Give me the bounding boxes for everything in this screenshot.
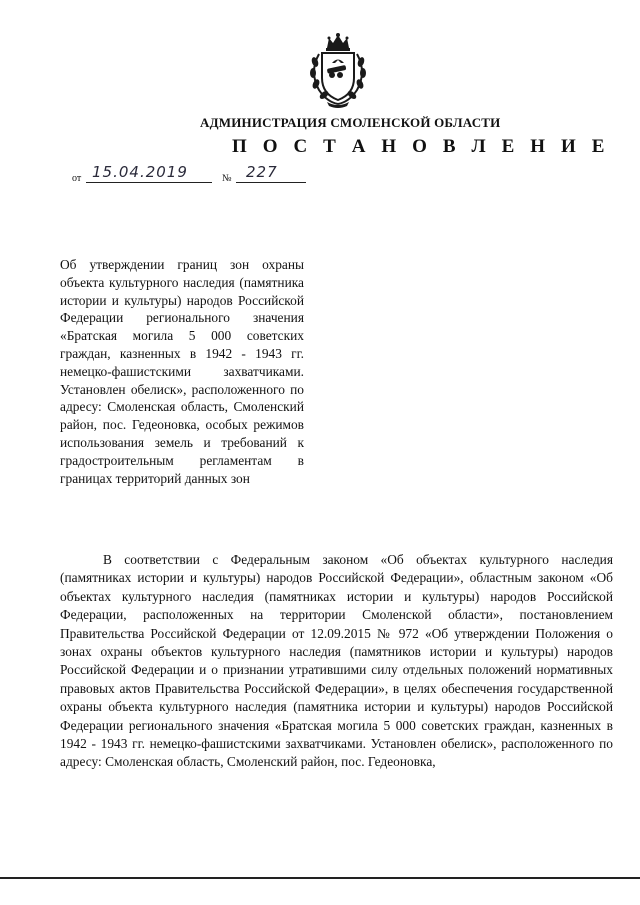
- number-field: [236, 164, 306, 183]
- document-type-title: П О С Т А Н О В Л Е Н И Е: [232, 136, 610, 157]
- coat-of-arms-emblem: [305, 32, 371, 108]
- date-field: [86, 164, 212, 183]
- date-number-line: [72, 164, 332, 186]
- document-subject: Об утверждении границ зон охраны объекта культурного наследия (памятника истории и культуры) народов Российской Федерации регионального значения «Братская могила 5 000 советских граждан, казненных в 1942 - 1943 гг. немецко-фашистскими захватчиками. Установлен обелиск», расположенного по адресу: Смоленская область, Смоленский район, пос. Гедеоновка, особых режимов использования земель и требований к градостроительным регламентам в границах территорий данных зон: [60, 257, 304, 486]
- handwritten-number: 227: [246, 163, 278, 181]
- number-label: №: [222, 173, 232, 184]
- page-bottom-rule: [0, 877, 640, 879]
- organization-name: АДМИНИСТРАЦИЯ СМОЛЕНСКОЙ ОБЛАСТИ: [200, 115, 501, 130]
- date-label: от: [72, 173, 82, 184]
- handwritten-date: 15.04.2019: [92, 163, 188, 181]
- body-paragraph: В соответствии с Федеральным законом «Об объектах культурного наследия (памятниках истории и культуры) народов Российской Федерации», областным законом «Об объектах культурного наследия (памятниках истории и культуры) народов Российской Федерации, расположенных на территории Смоленской области», постановлением Правительства Российской Федерации от 12.09.2015 № 972 «Об утверждении Положения о зонах охраны объектов культурного наследия (памятников истории и культуры) народов Российской Федерации и о признании утратившими силу отдельных положений нормативных правовых актов Правительства Российской Федерации», в целях обеспечения государственной охраны объекта культурного наследия (памятника истории и культуры) народов Российской Федерации регионального значения «Братская могила 5 000 советских граждан, казненных в 1942 - 1943 гг. немецко-фашистскими захватчиками. Установлен обелиск», расположенного по адресу: Смоленская область, Смоленский район, пос. Гедеоновка,: [60, 552, 613, 770]
